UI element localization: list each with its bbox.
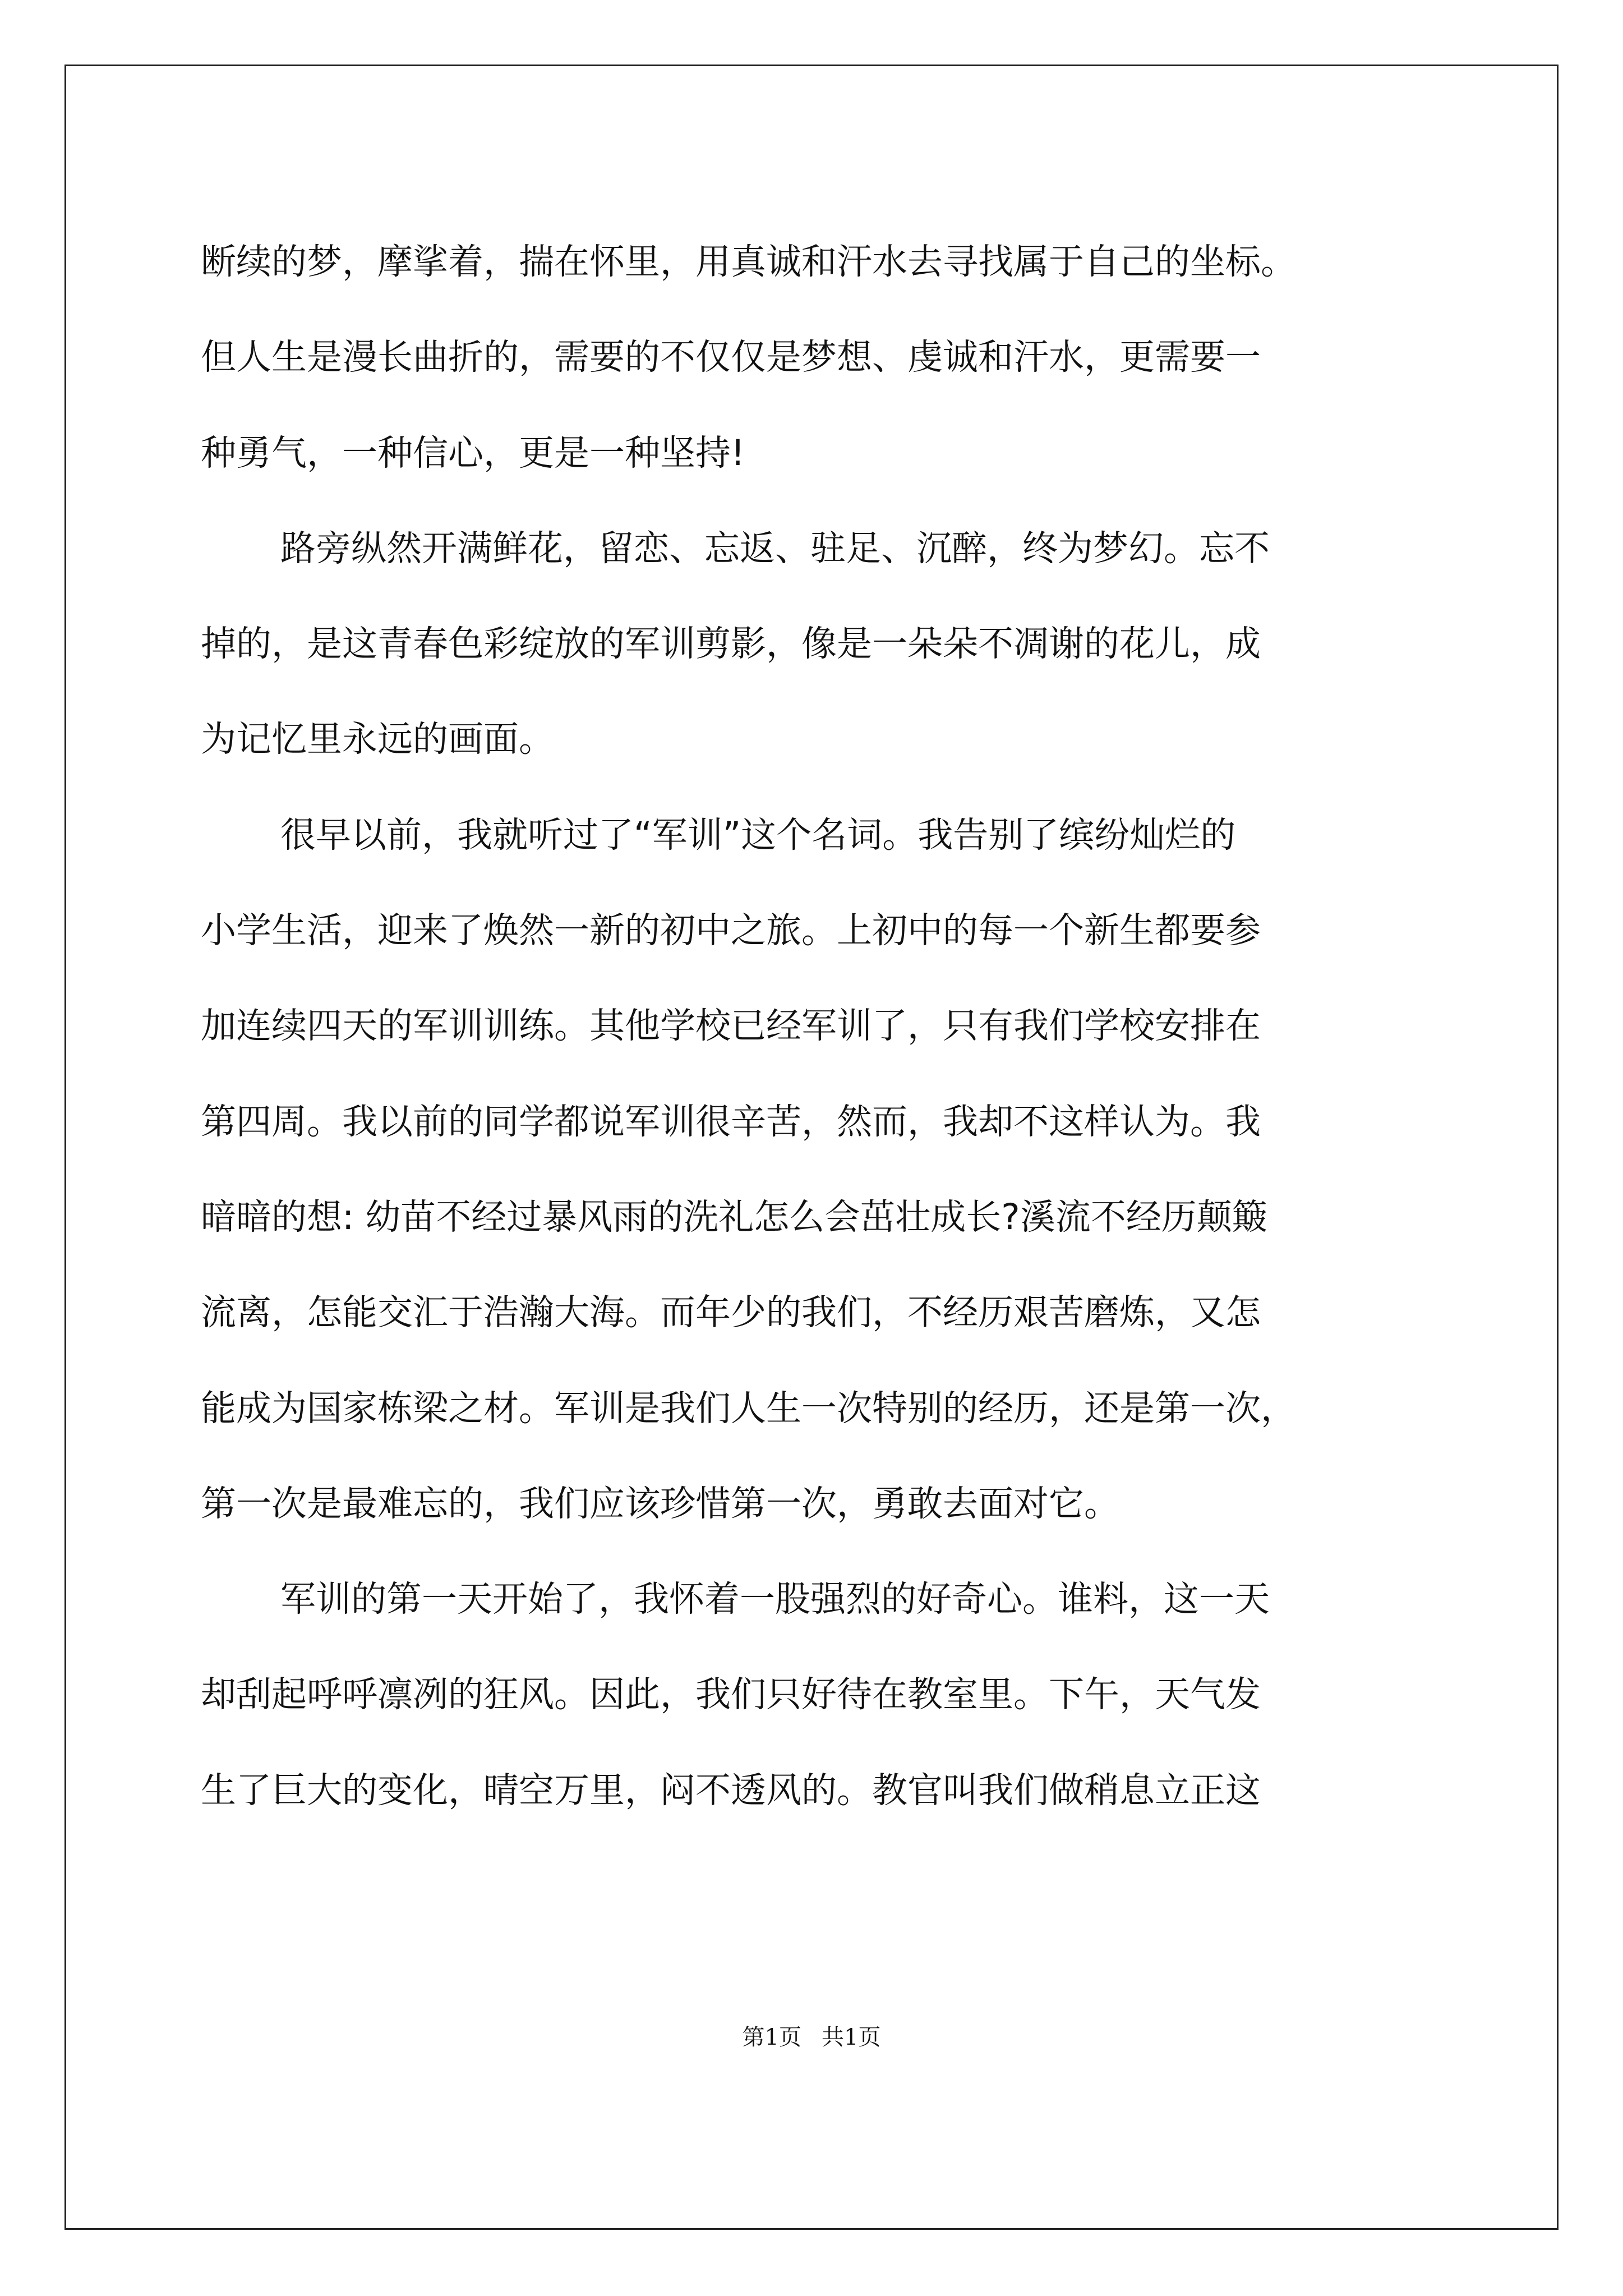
text-line: 却刮起呼呼凛冽的狂风。因此，我们只好待在教室里。下午，天气发 xyxy=(201,1674,1261,1715)
text-line: 生了巨大的变化，晴空万里，闷不透风的。教官叫我们做稍息立正这 xyxy=(201,1769,1261,1811)
text-line: 军训的第一天开始了，我怀着一股强烈的好奇心。谁料，这一天 xyxy=(280,1579,1270,1620)
text-line: 掉的，是这青春色彩绽放的军训剪影，像是一朵朵不凋谢的花儿，成 xyxy=(201,623,1261,665)
text-line: 第四周。我以前的同学都说军训很辛苦，然而，我却不这样认为。我 xyxy=(201,1101,1261,1142)
text-line: 能成为国家栋梁之材。军训是我们人生一次特别的经历，还是第一次， xyxy=(201,1387,1296,1429)
page-footer xyxy=(0,2019,1623,2051)
text-line: 很早以前，我就听过了“军训”这个名词。我告别了缤纷灿烂的 xyxy=(280,814,1236,855)
text-line: 路旁纵然开满鲜花，留恋、忘返、驻足、沉醉，终为梦幻。忘不 xyxy=(280,527,1270,569)
text-line: 加连续四天的军训训练。其他学校已经军训了，只有我们学校安排在 xyxy=(201,1005,1261,1047)
text-line: 但人生是漫长曲折的，需要的不仅仅是梦想、虔诚和汗水，更需要一 xyxy=(201,337,1261,378)
text-line: 种勇气，一种信心，更是一种坚持! xyxy=(201,432,745,473)
page-total: 共1页 xyxy=(822,2024,881,2050)
page-number: 第1页 xyxy=(742,2024,801,2050)
text-line: 为记忆里永远的画面。 xyxy=(201,719,554,760)
text-line: 第一次是最难忘的，我们应该珍惜第一次，勇敢去面对它。 xyxy=(201,1483,1119,1524)
document-body xyxy=(201,214,1440,1838)
text-line: 暗暗的想: 幼苗不经过暴风雨的洗礼怎么会茁壮成长?溪流不经历颠簸 xyxy=(201,1196,1267,1237)
text-line: 小学生活，迎来了焕然一新的初中之旅。上初中的每一个新生都要参 xyxy=(201,910,1261,951)
text-line: 断续的梦，摩挲着，揣在怀里，用真诚和汗水去寻找属于自己的坐标。 xyxy=(201,241,1296,282)
text-line: 流离，怎能交汇于浩瀚大海。而年少的我们，不经历艰苦磨炼，又怎 xyxy=(201,1292,1261,1333)
